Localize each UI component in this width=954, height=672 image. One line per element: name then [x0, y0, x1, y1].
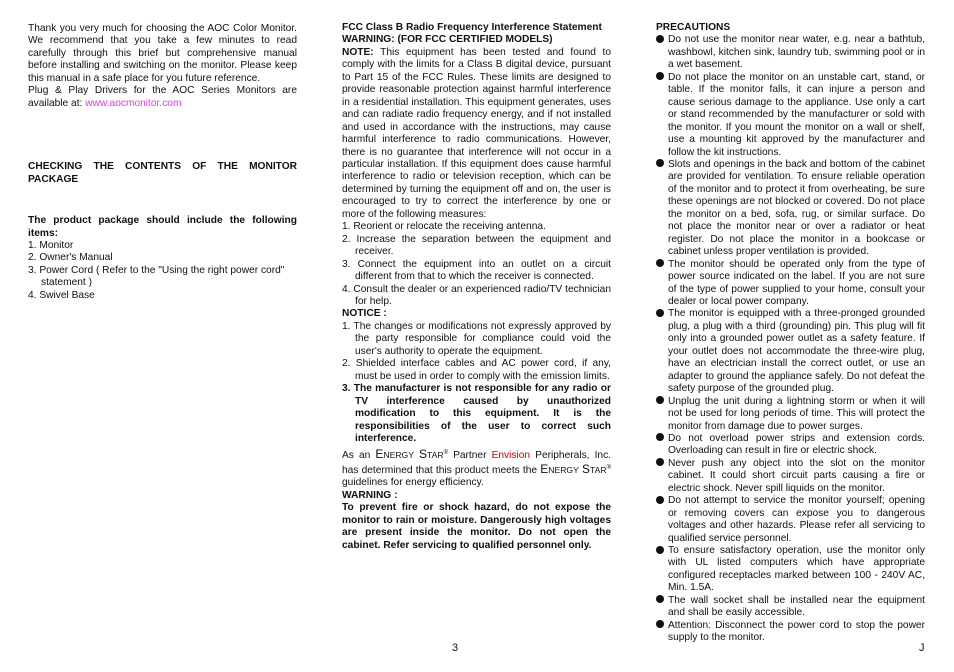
energy-NERGY: NERGY [548, 464, 579, 475]
precaution-text: Do not place the monitor on an unstable cart, stand, or table. If the monitor falls, it can injure a person and cause serious damage to the appliance. Use only a cart or stand recommended by the manufacturer or sold with the monitor. If you mount the monitor on a wall or shelf, use a mounting kit approved by the manufacturer and follow the kit instructions. [668, 71, 925, 158]
precautions-column [656, 22, 925, 645]
precaution-text: The wall socket shall be installed near the equipment and shall be easily accessible. [668, 594, 925, 619]
precaution-text: The monitor is equipped with a three-pronged grounded plug, a plug with a third (grounding) pin. This plug will fit only into a grounded power outlet as a safety feature. If your outlet does not accommodate the three-wire plug, have an electrician install the correct outlet, or use an adapter to ground the appliance safely. Do not defeat the safety purpose of the grounded plug. [668, 308, 925, 395]
precaution-text: Attention: Disconnect the power cord to stop the power supply to the monitor. [668, 619, 925, 644]
measure-item: 3. Connect the equipment into an outlet on a circuit different from that to which the receiver is connected. [342, 258, 611, 283]
envision-name: Envision [491, 450, 531, 462]
measure-item: 4. Consult the dealer or an experienced radio/TV technician for help. [342, 283, 611, 307]
bullet-icon [656, 396, 664, 404]
drivers-paragraph [28, 85, 297, 110]
package-items-heading: The product package should include the following items: [28, 215, 297, 239]
energy-star-paragraph [342, 448, 611, 489]
energy-S: S [419, 447, 428, 462]
package-item: 1. Monitor [28, 239, 74, 251]
precaution-item [656, 308, 925, 395]
interference-measures-list [342, 221, 611, 308]
shock-warning-text: To prevent fire or shock hazard, do not expose the monitor to rain or moisture. Dangerously high voltages are present inside the monitor. Do not open the cabinet. Refer servicing to qualified personnel only. [342, 502, 611, 551]
package-item: 3. Power Cord ( Refer to the "Using the right power cord" statement ) [28, 264, 285, 289]
package-items-list [28, 240, 297, 302]
measure-item: 1. Reorient or relocate the receiving antenna. [342, 221, 546, 233]
notice-item-bold: 3. The manufacturer is not responsible for any radio or TV interference caused by unauthorized modification to this equipment. It is the responsibilities of the user to correct such interference. [342, 383, 611, 444]
bullet-icon [656, 72, 664, 80]
precaution-item [656, 595, 925, 620]
fcc-heading: FCC Class B Radio Frequency Interference Statement [342, 22, 602, 33]
page-letter: J [919, 642, 925, 654]
precaution-text: Unplug the unit during a lightning storm or when it will not be used for long periods of time. This will protect the monitor from damage due to power surges. [668, 395, 925, 432]
precaution-text: Slots and openings in the back and bottom of the cabinet are provided for ventilation. To ensure reliable operation of the monitor and to protect it from overheating, be sure these openings are not blocked or covered. Do not place the monitor on a bed, sofa, rug, or similar surface. Do not place the monitor near or over a radiator or heat register. Do not place the monitor in a bookcase or cabinet unless proper ventilation is provided. [668, 158, 925, 258]
checking-contents-heading: CHECKING THE CONTENTS OF THE MONITOR PACKAGE [28, 161, 297, 185]
precaution-text: The monitor should be operated only from the type of power source indicated on the label. If you are not sure of the type of power supplied to your home, consult your dealer or local power company. [668, 258, 925, 307]
fcc-note-paragraph [342, 47, 611, 221]
bullet-icon [656, 620, 664, 628]
drivers-text: Plug & Play Drivers for the AOC Series Monitors are available at: [28, 85, 297, 109]
energy-E: E [540, 461, 549, 476]
registered-mark: ® [606, 464, 611, 471]
bullet-icon [656, 458, 664, 466]
energy-peripherals: Peripherals, Inc. has determined that this product meets the [342, 450, 611, 476]
energy-guidelines: guidelines for energy efficiency. [342, 477, 484, 489]
fcc-warning-heading: WARNING: (FOR FCC CERTIFIED MODELS) [342, 34, 553, 46]
precautions-list [656, 34, 925, 644]
bullet-icon [656, 259, 664, 267]
aoc-website-link[interactable]: www.aocmonitor.com [85, 97, 182, 109]
bullet-icon [656, 595, 664, 603]
precaution-item [656, 159, 925, 259]
bullet-icon [656, 35, 664, 43]
energy-NERGY: NERGY [383, 450, 414, 461]
measure-item: 2. Increase the separation between the equipment and receiver. [342, 233, 611, 258]
precaution-text: Do not overload power strips and extension cords. Overloading can result in fire or electric shock. [668, 432, 925, 457]
energy-TAR: TAR [427, 450, 444, 461]
registered-mark: ® [443, 450, 449, 457]
precaution-text: To ensure satisfactory operation, use the monitor only with UL listed computers which have appropriate configured receptacles marked between 100 - 240V AC, Min. 1.5A. [668, 545, 925, 594]
package-item: 2. Owner's Manual [28, 252, 113, 264]
precaution-item [656, 495, 925, 545]
precaution-item [656, 458, 925, 495]
note-label: NOTE: [342, 46, 374, 58]
fcc-column [342, 22, 611, 552]
precaution-item [656, 34, 925, 71]
energy-S: S [582, 461, 591, 476]
bullet-icon [656, 496, 664, 504]
notice-heading: NOTICE : [342, 308, 387, 320]
bullet-icon [656, 159, 664, 167]
intro-column [28, 23, 297, 302]
precaution-item [656, 433, 925, 458]
precaution-item [656, 259, 925, 309]
precaution-item [656, 72, 925, 159]
intro-paragraph: Thank you very much for choosing the AOC Color Monitor. We recommend that you take a few minutes to read carefully through this brief but comprehensive manual before installing and switching on the monitor. Please keep this manual in a safe place for you future reference. [28, 23, 297, 84]
notice-item: 2. Shielded interface cables and AC power cord, if any, must be used in order to comply with the emission limits. [342, 358, 611, 382]
note-text: This equipment has been tested and found to comply with the limits for a Class B digital device, pursuant to Part 15 of the FCC Rules. These limits are designed to provide reasonable protection against harmful interference in a residential installation. This equipment generates, uses and can radiate radio frequency energy, and if not installed and used in accordance with the instructions, may cause harmful interference to radio communications. However, there is no guarantee that interference will not occur in a particular installation. If this equipment does cause harmful interference to radio or television reception, which can be determined by turning the equipment off and on, the user is encouraged to try to correct the interference by one or more of the following measures: [342, 46, 611, 220]
bullet-icon [656, 309, 664, 317]
precautions-heading: PRECAUTIONS [656, 22, 731, 33]
precaution-text: Do not use the monitor near water, e.g. near a bathtub, washbowl, kitchen sink, laundry tub, swimming pool or in a wet basement. [668, 34, 925, 71]
package-item: 4. Swivel Base [28, 289, 95, 301]
shock-warning-heading: WARNING : [342, 489, 398, 501]
notice-list [342, 321, 611, 446]
precaution-text: Do not attempt to service the monitor yourself; opening or removing covers can expose you to dangerous voltages and other hazards. Please refer all servicing to qualified service personnel. [668, 495, 925, 544]
bullet-icon [656, 546, 664, 554]
page-number: 3 [452, 642, 459, 654]
energy-TAR: TAR [590, 464, 607, 475]
energy-as-an: As an [342, 450, 376, 462]
precaution-item [656, 396, 925, 433]
notice-item: 1. The changes or modifications not expressly approved by the party responsible for compliance could void the user's authority to operate the equipment. [342, 320, 611, 357]
bullet-icon [656, 433, 664, 441]
energy-E: E [375, 447, 384, 462]
precaution-item [656, 620, 925, 645]
energy-partner: Partner [448, 450, 492, 462]
precaution-item [656, 545, 925, 595]
precaution-text: Never push any object into the slot on the monitor cabinet. It could short circuit parts causing a fire or electric shock. Never spill liquids on the monitor. [668, 457, 925, 494]
